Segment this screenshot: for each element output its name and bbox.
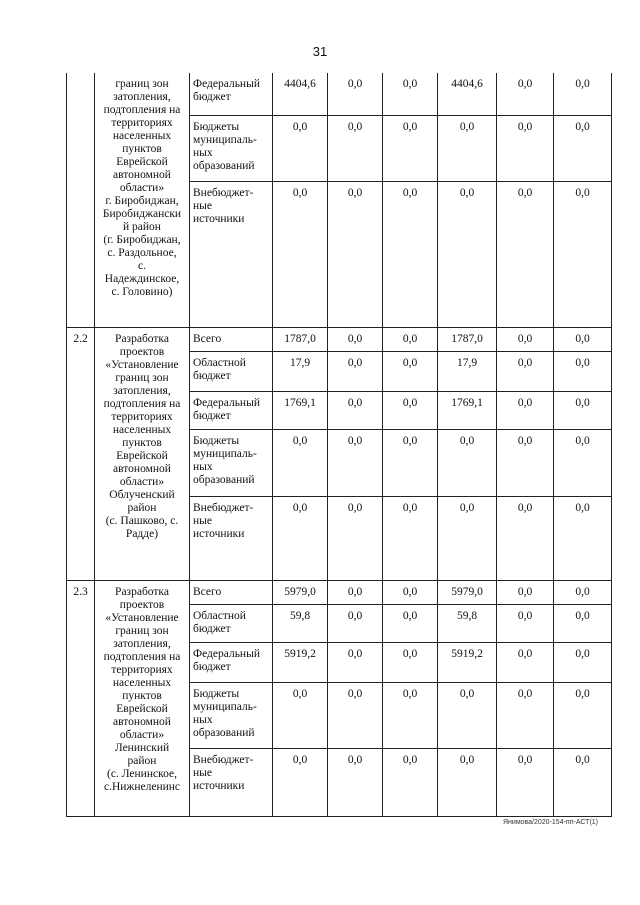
- value-cell: 17,9: [273, 351, 328, 391]
- value-cell: 0,0: [328, 115, 383, 181]
- value-cell: 0,0: [328, 391, 383, 429]
- value-cell: 5979,0: [273, 580, 328, 604]
- value-cell: 0,0: [438, 181, 497, 327]
- value-cell: 1787,0: [273, 327, 328, 351]
- value-cell: 0,0: [554, 682, 612, 748]
- value-cell: 0,0: [497, 351, 554, 391]
- value-cell: 0,0: [273, 181, 328, 327]
- value-cell: 0,0: [497, 604, 554, 642]
- value-cell: 0,0: [383, 351, 438, 391]
- value-cell: 0,0: [554, 604, 612, 642]
- value-cell: 0,0: [383, 181, 438, 327]
- value-cell: 0,0: [383, 496, 438, 580]
- value-cell: 0,0: [383, 115, 438, 181]
- value-cell: 0,0: [383, 748, 438, 816]
- value-cell: 0,0: [554, 496, 612, 580]
- funding-source: Федеральный бюджет: [190, 642, 273, 682]
- value-cell: 0,0: [273, 682, 328, 748]
- value-cell: 0,0: [554, 391, 612, 429]
- value-cell: 0,0: [383, 580, 438, 604]
- value-cell: 5919,2: [438, 642, 497, 682]
- value-cell: 0,0: [383, 391, 438, 429]
- funding-source: Федеральный бюджет: [190, 73, 273, 115]
- project-description: Разработка проектов «Установление границ зон затопления, подтопления на территориях населенных пунктов Еврейской автономной области» Облученский район (с. Пашково, с. Радде): [95, 327, 190, 580]
- value-cell: 0,0: [383, 73, 438, 115]
- value-cell: 0,0: [438, 748, 497, 816]
- value-cell: 0,0: [554, 351, 612, 391]
- funding-source: Областной бюджет: [190, 604, 273, 642]
- value-cell: 4404,6: [438, 73, 497, 115]
- value-cell: 0,0: [497, 73, 554, 115]
- value-cell: 0,0: [497, 327, 554, 351]
- value-cell: 0,0: [383, 429, 438, 496]
- funding-source: Всего: [190, 580, 273, 604]
- value-cell: 0,0: [554, 327, 612, 351]
- value-cell: 0,0: [554, 181, 612, 327]
- value-cell: 0,0: [328, 181, 383, 327]
- value-cell: 0,0: [554, 429, 612, 496]
- value-cell: 0,0: [497, 580, 554, 604]
- value-cell: 0,0: [497, 642, 554, 682]
- value-cell: 0,0: [273, 115, 328, 181]
- funding-source: Внебюджет- ные источники: [190, 748, 273, 816]
- funding-source: Всего: [190, 327, 273, 351]
- value-cell: 17,9: [438, 351, 497, 391]
- table-row: [67, 73, 612, 115]
- funding-source: Федеральный бюджет: [190, 391, 273, 429]
- funding-table: [66, 73, 612, 817]
- value-cell: 0,0: [554, 642, 612, 682]
- value-cell: 0,0: [438, 115, 497, 181]
- value-cell: 0,0: [554, 73, 612, 115]
- value-cell: 0,0: [497, 748, 554, 816]
- value-cell: 0,0: [328, 496, 383, 580]
- value-cell: 0,0: [497, 391, 554, 429]
- value-cell: 0,0: [497, 682, 554, 748]
- funding-source: Внебюджет- ные источники: [190, 181, 273, 327]
- row-number: 2.2: [67, 327, 95, 580]
- value-cell: 0,0: [328, 642, 383, 682]
- value-cell: 0,0: [328, 580, 383, 604]
- value-cell: 0,0: [328, 327, 383, 351]
- value-cell: 0,0: [497, 115, 554, 181]
- value-cell: 59,8: [438, 604, 497, 642]
- value-cell: 0,0: [328, 73, 383, 115]
- value-cell: 5979,0: [438, 580, 497, 604]
- value-cell: 0,0: [554, 748, 612, 816]
- document-footer-code: Янимова/2020-154-пп-АСТ(1): [502, 819, 598, 826]
- value-cell: 59,8: [273, 604, 328, 642]
- value-cell: 0,0: [438, 496, 497, 580]
- value-cell: 0,0: [497, 429, 554, 496]
- value-cell: 0,0: [273, 429, 328, 496]
- value-cell: 0,0: [438, 682, 497, 748]
- funding-source: Бюджеты муниципаль- ных образований: [190, 682, 273, 748]
- value-cell: 0,0: [328, 748, 383, 816]
- value-cell: 4404,6: [273, 73, 328, 115]
- funding-source: Внебюджет- ные источники: [190, 496, 273, 580]
- value-cell: 1769,1: [438, 391, 497, 429]
- table-row: [67, 327, 612, 351]
- value-cell: 0,0: [328, 682, 383, 748]
- value-cell: 0,0: [328, 429, 383, 496]
- value-cell: 5919,2: [273, 642, 328, 682]
- value-cell: 0,0: [273, 496, 328, 580]
- funding-source: Бюджеты муниципаль- ных образований: [190, 429, 273, 496]
- funding-source: Областной бюджет: [190, 351, 273, 391]
- value-cell: 0,0: [554, 115, 612, 181]
- funding-source: Бюджеты муниципаль- ных образований: [190, 115, 273, 181]
- value-cell: 0,0: [497, 181, 554, 327]
- value-cell: 0,0: [273, 748, 328, 816]
- table-row: [67, 580, 612, 604]
- value-cell: 0,0: [383, 682, 438, 748]
- project-description: Разработка проектов «Установление границ зон затопления, подтопления на территориях населенных пунктов Еврейской автономной области» Ленинский район (с. Ленинское, с.Нижнеленинс: [95, 580, 190, 816]
- value-cell: 0,0: [328, 604, 383, 642]
- row-number: [67, 73, 95, 327]
- value-cell: 0,0: [328, 351, 383, 391]
- value-cell: 1787,0: [438, 327, 497, 351]
- value-cell: 0,0: [438, 429, 497, 496]
- value-cell: 0,0: [554, 580, 612, 604]
- project-description: границ зон затопления, подтопления на территориях населенных пунктов Еврейской автономной области» г. Биробиджан, Биробиджански й район (г. Биробиджан, с. Раздольное, с. Надеждинское, с. Головино): [95, 73, 190, 327]
- value-cell: 0,0: [383, 327, 438, 351]
- page-number: 31: [312, 44, 328, 59]
- value-cell: 0,0: [383, 642, 438, 682]
- value-cell: 0,0: [497, 496, 554, 580]
- row-number: 2.3: [67, 580, 95, 816]
- value-cell: 1769,1: [273, 391, 328, 429]
- value-cell: 0,0: [383, 604, 438, 642]
